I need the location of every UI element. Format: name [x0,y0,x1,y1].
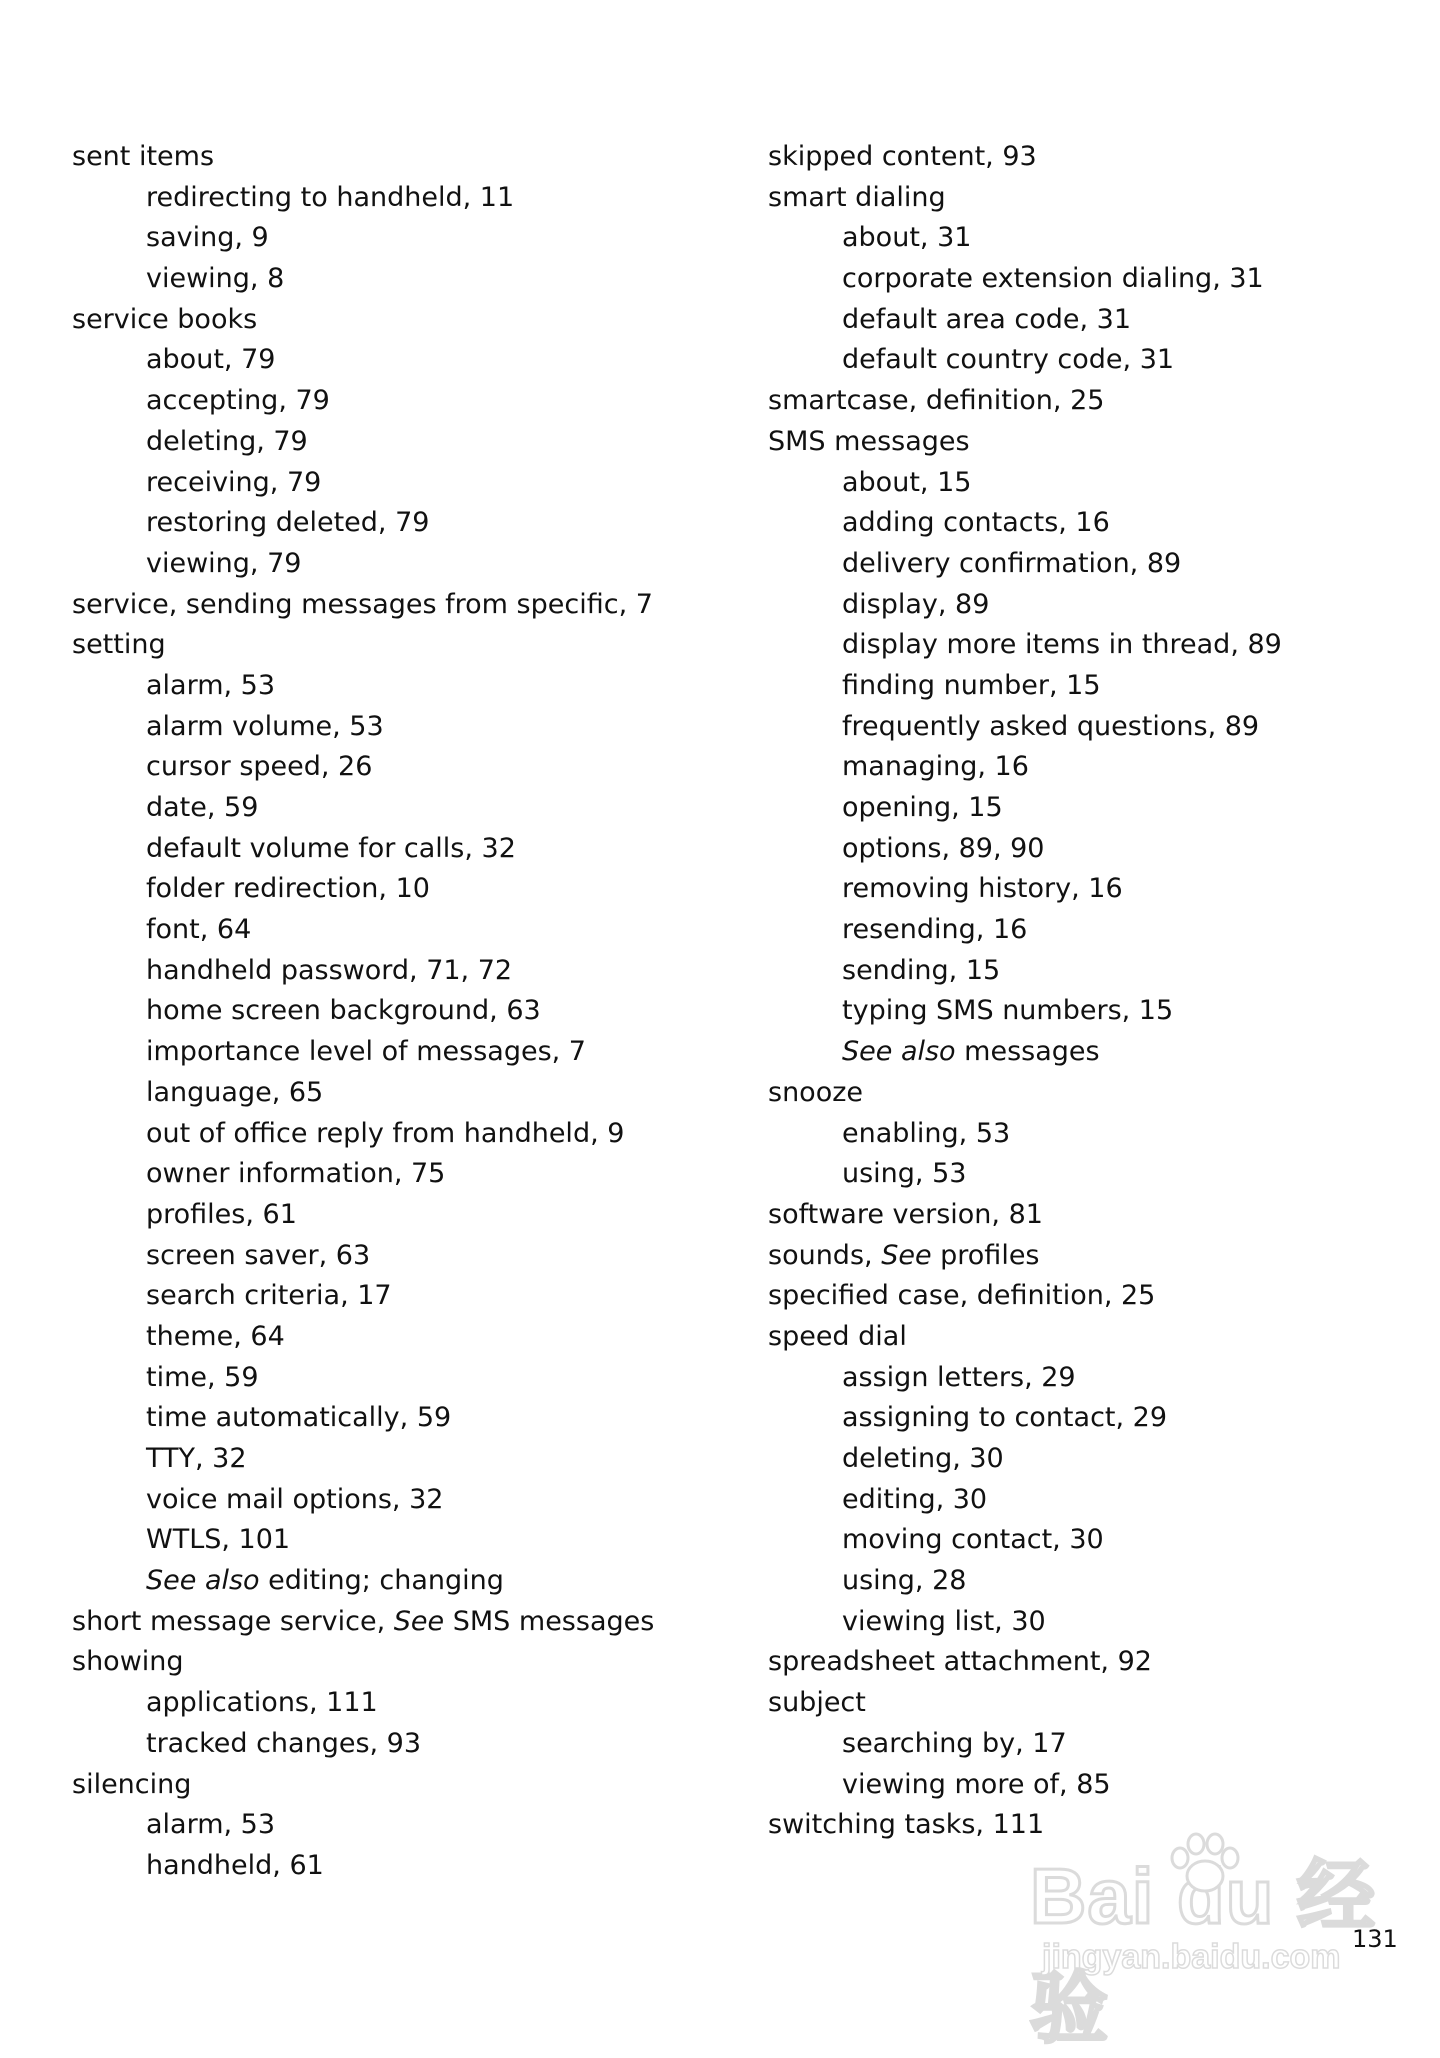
watermark-url: jingyan.baidu.com [1042,1938,1341,1976]
entry-text: viewing, 79 [146,547,302,579]
index-subentry [72,1683,752,1724]
paw-icon [1160,1830,1250,1900]
index-subentry [72,1114,752,1155]
entry-text: service books [72,303,258,335]
entry-text: managing, 16 [842,751,1029,783]
index-subentry [72,1358,752,1399]
entry-text: viewing more of, 85 [842,1768,1111,1800]
entry-text: cursor speed, 26 [146,751,373,783]
entry-reference-target: editing; changing [259,1565,504,1597]
entry-text: default area code, 31 [842,303,1132,335]
index-entry [768,1642,1440,1683]
entry-text: resending, 16 [842,914,1028,946]
entry-text: setting [72,629,166,661]
entry-text: time, 59 [146,1361,259,1393]
entry-see-reference: See also [842,1036,956,1068]
index-entry [768,1317,1440,1358]
index-subentry [768,585,1440,626]
index-subentry [72,788,752,829]
entry-text: folder redirection, 10 [146,873,430,905]
index-subentry [768,1520,1440,1561]
index-subentry [768,1765,1440,1806]
entry-text: deleting, 79 [146,425,308,457]
entry-text: sounds, [768,1239,882,1271]
entry-text: service, sending messages from specific, 7 [72,588,653,620]
index-subentry [72,910,752,951]
entry-text: smart dialing [768,181,946,213]
entry-text: snooze [768,1076,864,1108]
entry-text: TTY, 32 [146,1443,247,1474]
index-subentry [72,1032,752,1073]
entry-text: WTLS, 101 [146,1524,291,1556]
index-subentry [768,788,1440,829]
entry-text: default volume for calls, 32 [146,832,516,864]
index-entry [72,1602,752,1643]
index-subentry [768,991,1440,1032]
index-subentry [72,829,752,870]
entry-text: profiles, 61 [146,1198,297,1230]
index-subentry [72,381,752,422]
entry-text: about, 79 [146,344,276,376]
index-entry [72,585,752,626]
index-subentry [72,1846,752,1887]
index-subentry [72,869,752,910]
entry-text: date, 59 [146,792,259,823]
index-entry [768,381,1440,422]
baidu-jingyan-watermark [1030,1830,1390,2052]
index-subentry [768,463,1440,504]
index-entry [768,1236,1440,1277]
index-subentry [72,1276,752,1317]
index-subentry [72,259,752,300]
index-subentry [72,1073,752,1114]
entry-text: deleting, 30 [842,1443,1004,1474]
page-number: 131 [1352,1925,1398,1953]
entry-reference-target: SMS messages [444,1605,655,1637]
index-subentry [72,707,752,748]
entry-text: showing [72,1646,184,1678]
index-subentry [72,747,752,788]
entry-text: typing SMS numbers, 15 [842,995,1174,1027]
entry-text: switching tasks, 111 [768,1809,1045,1841]
entry-text: using, 28 [842,1565,967,1597]
index-subentry [768,1154,1440,1195]
index-subentry [768,747,1440,788]
index-subentry [72,218,752,259]
entry-text: assigning to contact, 29 [842,1402,1168,1434]
entry-text: display, 89 [842,588,990,620]
entry-text: corporate extension dialing, 31 [842,263,1264,295]
entry-text: about, 31 [842,222,972,254]
index-entry [768,1073,1440,1114]
entry-text: theme, 64 [146,1320,285,1352]
index-subentry [768,1724,1440,1765]
index-subentry [768,259,1440,300]
index-subentry [768,1398,1440,1439]
entry-see-reference: See [881,1239,932,1271]
entry-text: voice mail options, 32 [146,1483,444,1515]
entry-text: about, 15 [842,466,972,498]
index-entry [768,137,1440,178]
entry-text: alarm volume, 53 [146,710,384,742]
index-subentry [768,1561,1440,1602]
entry-text: sent items [72,141,215,172]
entry-text: screen saver, 63 [146,1239,371,1271]
index-subentry [72,1439,752,1480]
entry-text: receiving, 79 [146,466,322,498]
index-subentry [72,666,752,707]
entry-text: frequently asked questions, 89 [842,710,1260,742]
entry-text: delivery confirmation, 89 [842,547,1182,579]
entry-text: silencing [72,1768,192,1800]
index-subentry [768,1602,1440,1643]
entry-text: software version, 81 [768,1198,1043,1230]
entry-text: tracked changes, 93 [146,1727,422,1759]
index-subentry [768,340,1440,381]
index-subentry [768,869,1440,910]
entry-text: adding contacts, 16 [842,507,1110,539]
index-subentry [72,1317,752,1358]
index-column-left [72,137,752,1887]
entry-text: speed dial [768,1320,907,1352]
entry-text: default country code, 31 [842,344,1175,376]
entry-text: viewing, 8 [146,263,285,295]
index-entry [72,137,752,178]
entry-text: short message service, [72,1605,394,1637]
index-column-right [768,137,1440,1846]
entry-text: alarm, 53 [146,669,276,701]
entry-text: applications, 111 [146,1687,378,1719]
index-subentry [72,991,752,1032]
index-subentry [72,178,752,219]
entry-text: editing, 30 [842,1483,988,1515]
index-subentry [72,1236,752,1277]
index-subentry [72,1480,752,1521]
index-entry [768,1276,1440,1317]
entry-text: viewing list, 30 [842,1605,1046,1637]
entry-text: search criteria, 17 [146,1280,392,1312]
entry-text: spreadsheet attachment, 92 [768,1646,1152,1678]
index-subentry [72,1154,752,1195]
index-entry [768,422,1440,463]
index-subentry [768,218,1440,259]
index-subentry [72,503,752,544]
index-subentry [72,1520,752,1561]
index-subentry [768,1358,1440,1399]
index-subentry [72,422,752,463]
watermark-logo: Bai du 经验 [1030,1852,1377,2052]
entry-text: searching by, 17 [842,1727,1067,1759]
entry-text: owner information, 75 [146,1158,446,1190]
index-entry [72,1642,752,1683]
index-entry [768,1683,1440,1724]
entry-reference-target: profiles [931,1239,1040,1271]
index-subentry [768,1032,1440,1073]
entry-text: font, 64 [146,914,252,946]
index-subentry [72,544,752,585]
entry-reference-target: messages [955,1036,1100,1068]
entry-text: importance level of messages, 7 [146,1036,586,1068]
index-subentry [72,1561,752,1602]
index-subentry [768,707,1440,748]
entry-text: SMS messages [768,425,970,457]
index-subentry [72,951,752,992]
entry-text: out of office reply from handheld, 9 [146,1117,625,1149]
index-subentry [768,1114,1440,1155]
entry-text: redirecting to handheld, 11 [146,181,515,213]
index-subentry [768,1480,1440,1521]
entry-see-reference: See also [146,1565,260,1597]
index-subentry [768,625,1440,666]
entry-text: moving contact, 30 [842,1524,1104,1556]
entry-text: subject [768,1687,866,1719]
entry-text: options, 89, 90 [842,832,1045,864]
entry-text: smartcase, definition, 25 [768,385,1105,417]
entry-text: handheld password, 71, 72 [146,954,513,986]
index-subentry [768,951,1440,992]
entry-text: sending, 15 [842,954,1001,986]
entry-text: language, 65 [146,1076,324,1108]
entry-text: restoring deleted, 79 [146,507,430,539]
entry-text: home screen background, 63 [146,995,541,1027]
entry-see-reference: See [393,1605,445,1637]
index-subentry [768,910,1440,951]
index-entry [768,178,1440,219]
index-subentry [768,666,1440,707]
entry-text: accepting, 79 [146,385,330,417]
index-subentry [72,1195,752,1236]
entry-text: enabling, 53 [842,1117,1011,1149]
entry-text: opening, 15 [842,792,1003,823]
entry-text: specified case, definition, 25 [768,1280,1156,1312]
entry-text: saving, 9 [146,222,269,254]
index-subentry [72,340,752,381]
index-subentry [768,503,1440,544]
index-subentry [768,300,1440,341]
index-subentry [768,829,1440,870]
index-entry [72,625,752,666]
index-entry [72,1765,752,1806]
entry-text: assign letters, 29 [842,1361,1076,1393]
index-subentry [72,463,752,504]
entry-text: finding number, 15 [842,669,1101,701]
entry-text: removing history, 16 [842,873,1123,905]
entry-text: skipped content, 93 [768,141,1037,172]
index-entry [72,300,752,341]
entry-text: time automatically, 59 [146,1402,452,1434]
entry-text: display more items in thread, 89 [842,629,1282,661]
index-subentry [72,1398,752,1439]
index-subentry [768,1439,1440,1480]
index-entry [768,1195,1440,1236]
entry-text: handheld, 61 [146,1849,324,1881]
index-subentry [72,1805,752,1846]
index-subentry [72,1724,752,1765]
entry-text: using, 53 [842,1158,967,1190]
entry-text: alarm, 53 [146,1809,276,1841]
index-subentry [768,544,1440,585]
